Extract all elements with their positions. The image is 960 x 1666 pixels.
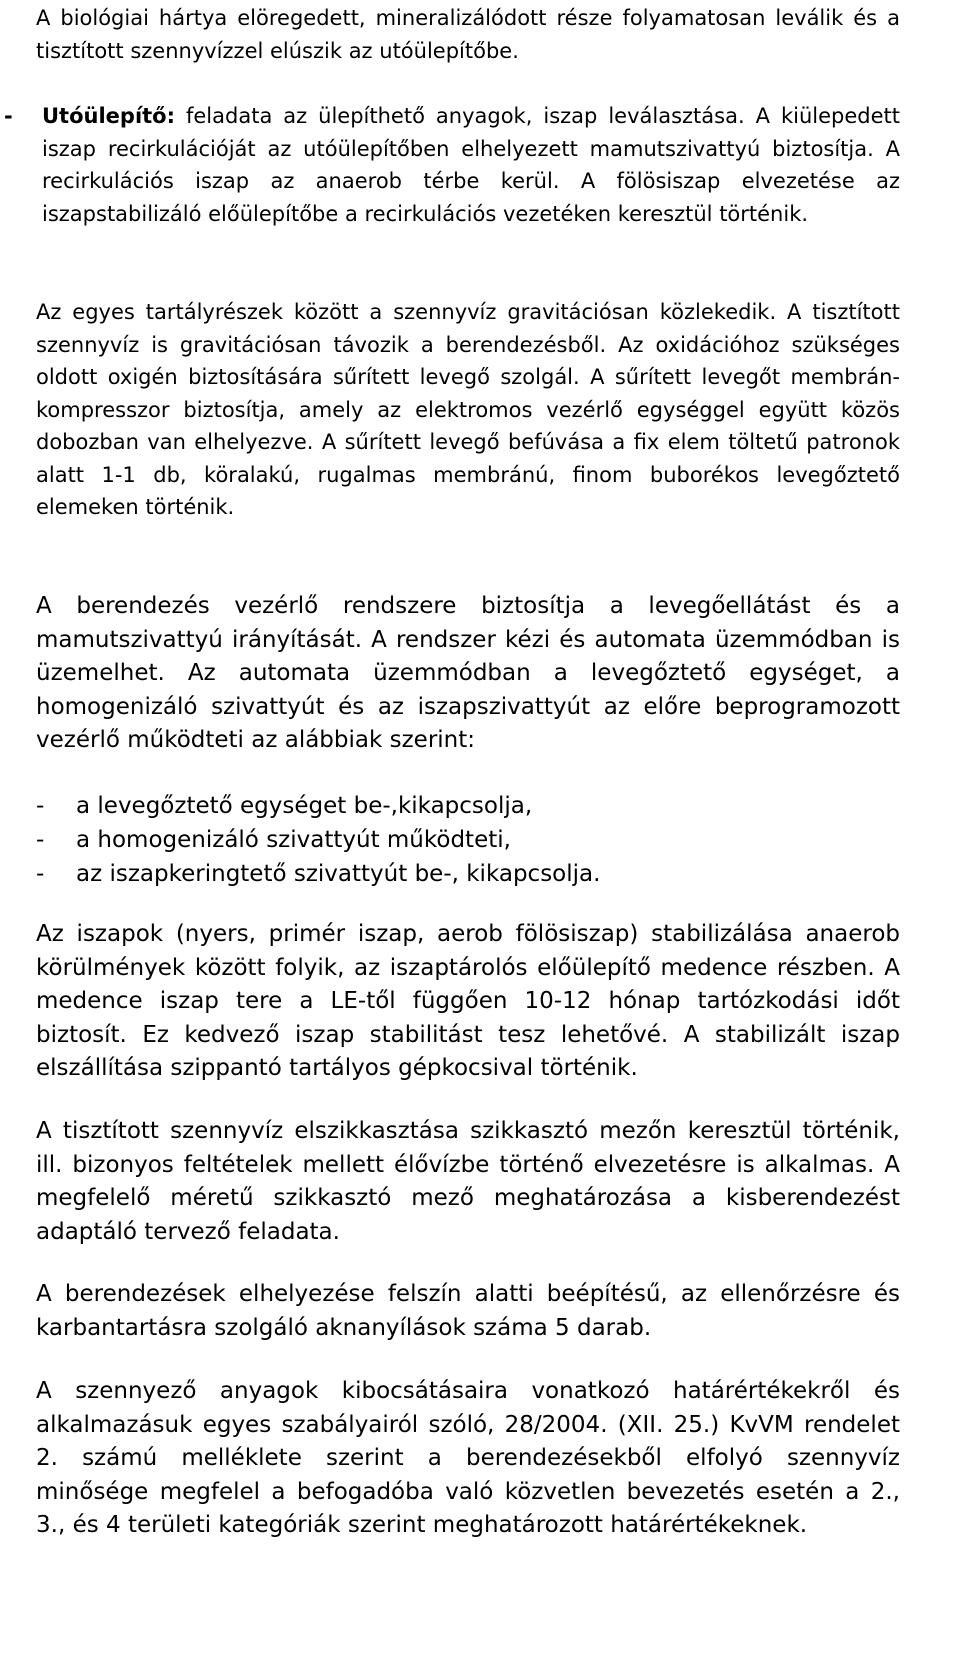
- list-item-text: a levegőztető egységet be-,kikapcsolja,: [76, 793, 533, 819]
- list-item: [36, 823, 900, 857]
- list-dash: -: [36, 793, 45, 819]
- list-item-text: a homogenizáló szivattyút működteti,: [76, 827, 511, 853]
- paragraph-biofilm: A biológiai hártya elöregedett, mineralizálódott része folyamatosan leválik és a tisztított szennyvízzel elúszik az utóülepítőbe.: [36, 6, 900, 63]
- bullet-dash: -: [4, 104, 13, 128]
- list-item: [36, 789, 900, 823]
- paragraph-secondary-clarifier: [4, 100, 900, 230]
- paragraph-placement: A berendezések elhelyezése felszín alatti beépítésű, az ellenőrzésre és karbantartásra szolgáló aknanyílások száma 5 darab.: [36, 1281, 900, 1341]
- list-item: [36, 857, 900, 891]
- list-dash: -: [36, 827, 45, 853]
- control-list: [36, 789, 900, 891]
- paragraph-infiltration: A tisztított szennyvíz elszikkasztása szikkasztó mezőn keresztül történik, ill. bizonyos feltételek mellett élővízbe történő elvezetésre is alkalmas. A megfelelő méretű szikkasztó mező meghatározása a kisberendezést adaptáló tervező feladata.: [36, 1118, 900, 1245]
- list-item-text: az iszapkeringtető szivattyút be-, kikapcsolja.: [76, 861, 601, 887]
- section-body: feladata az ülepíthető anyagok, iszap leválasztása. A kiülepedett iszap recirkulációját az utóülepítőben elhelyezett mamutszivattyú biztosítja. A recirkulációs iszap az anaerob térbe kerül. A fölösiszap elvezetése az iszapstabilizáló előülepítőbe a recirkulációs vezetéken keresztül történik.: [42, 104, 900, 226]
- paragraph-regulation: A szennyező anyagok kibocsátásaira vonatkozó határértékekről és alkalmazásuk egyes szabályairól szóló, 28/2004. (XII. 25.) KvVM rendelet 2. számú melléklete szerint a berendezésekből elfolyó szennyvíz minősége megfelel a befogadóba való közvetlen bevezetés esetén a 2., 3., és 4 területi kategóriák szerint meghatározott határértékeknek.: [36, 1378, 900, 1538]
- paragraph-gravity-flow: Az egyes tartályrészek között a szennyvíz gravitációsan közlekedik. A tisztított szennyvíz is gravitációsan távozik a berendezésből. Az oxidációhoz szükséges oldott oxigén biztosítására sűrített levegő szolgál. A sűrített levegőt membrán-kompresszor biztosítja, amely az elektromos vezérlő egységgel együtt közös dobozban van elhelyezve. A sűrített levegő befúvása a fix elem töltetű patronok alatt 1-1 db, köralakú, rugalmas membránú, finom buborékos levegőztető elemeken történik.: [36, 300, 900, 519]
- paragraph-control-system: A berendezés vezérlő rendszere biztosítja a levegőellátást és a mamutszivattyú irányítását. A rendszer kézi és automata üzemmódban is üzemelhet. Az automata üzemmódban a levegőztető egységet, a homogenizáló szivattyút és az iszapszivattyút az előre beprogramozott vezérlő működteti az alábbiak szerint:: [36, 593, 900, 753]
- paragraph-sludge-stabilization: Az iszapok (nyers, primér iszap, aerob fölösiszap) stabilizálása anaerob körülmények között folyik, az iszaptárolós előülepítő medence részben. A medence iszap tere a LE-től függően 10-12 hónap tartózkodási időt biztosít. Ez kedvező iszap stabilitást tesz lehetővé. A stabilizált iszap elszállítása szippantó tartályos gépkocsival történik.: [36, 921, 900, 1081]
- list-dash: -: [36, 861, 45, 887]
- section-term: Utóülepítő:: [42, 104, 176, 128]
